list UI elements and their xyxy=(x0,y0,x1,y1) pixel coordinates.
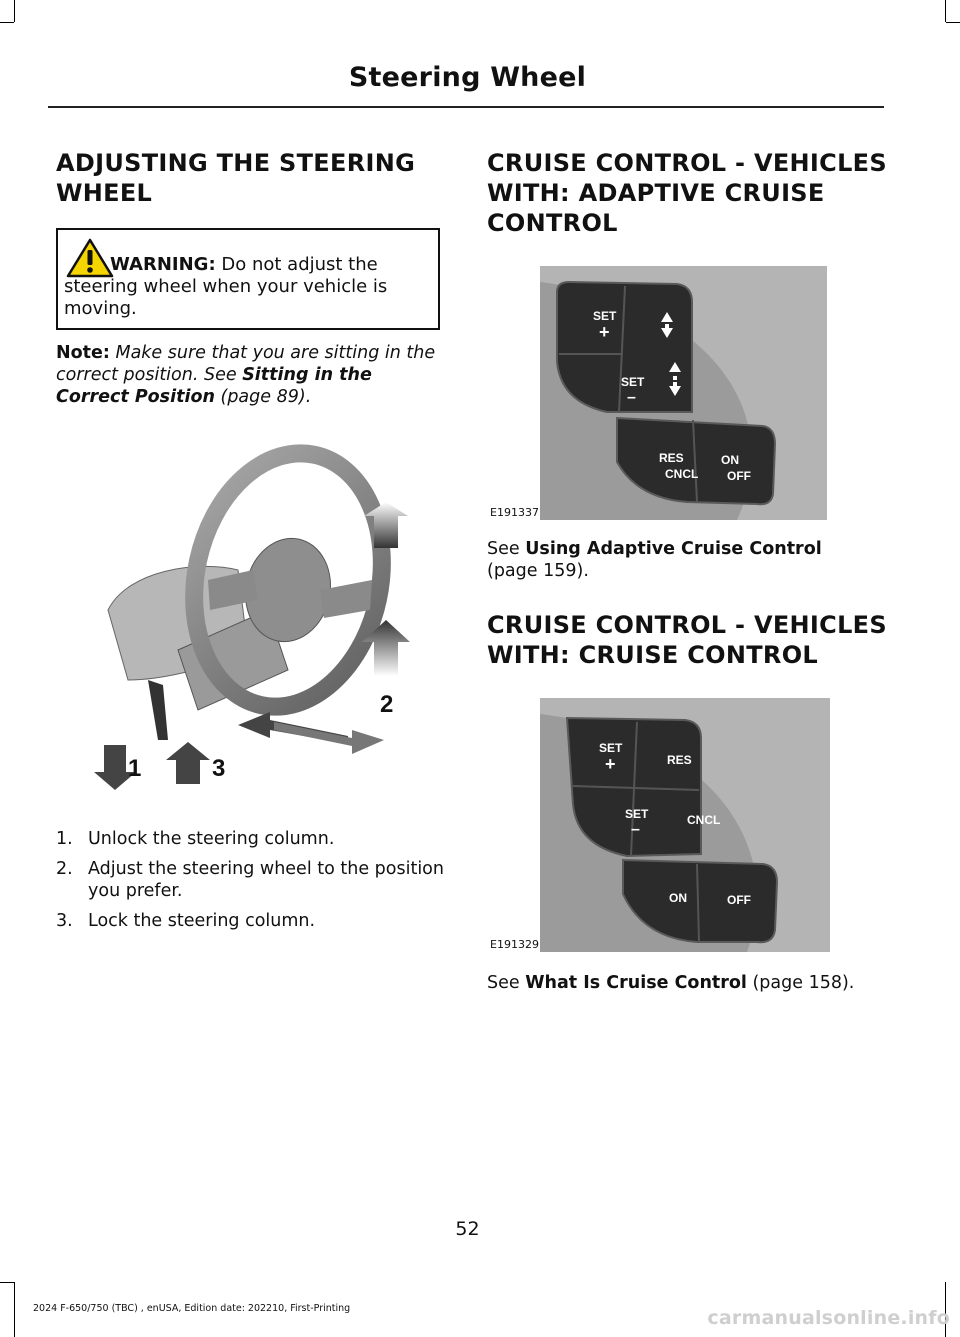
adaptive-cruise-switch-image xyxy=(487,262,832,524)
lock-arrow xyxy=(166,742,210,784)
footer-text: 2024 F-650/750 (TBC) , enUSA, Edition date: 202210, First-Printing xyxy=(33,1303,351,1314)
off-label: OFF xyxy=(727,893,751,907)
section-heading-cruise xyxy=(487,610,907,670)
crop-mark-top-left-h xyxy=(0,22,14,23)
set-minus-label: SET xyxy=(625,807,649,821)
column-lever xyxy=(148,680,168,740)
warning-body: Do not adjust the steering wheel when your vehicle is moving. xyxy=(64,254,388,319)
off-label: OFF xyxy=(727,469,751,483)
steering-wheel-figure xyxy=(88,440,418,800)
step-text: Lock the steering column. xyxy=(88,911,316,931)
see-prefix: See xyxy=(487,539,526,559)
watermark: carmanualsonline.info xyxy=(707,1307,950,1329)
figure-id: E191329 xyxy=(490,938,539,951)
callout-3: 3 xyxy=(212,755,226,782)
adaptive-cruise-figure xyxy=(487,262,832,524)
section-heading-adaptive-cruise xyxy=(487,148,907,238)
step-number: 3. xyxy=(56,911,73,931)
crop-mark-bottom-left-v xyxy=(14,1282,15,1337)
step-text: Unlock the steering column. xyxy=(88,829,335,849)
header-rule xyxy=(48,106,884,108)
heading-line: WITH: CRUISE CONTROL xyxy=(487,641,819,669)
crop-mark-top-right-v xyxy=(945,0,946,22)
figure-id: E191337 xyxy=(490,506,539,519)
cncl-label: CNCL xyxy=(687,813,721,827)
note-link[interactable]: Sitting in the Correct Position xyxy=(56,365,372,407)
see-suffix: (page 158). xyxy=(746,973,855,993)
cruise-figure xyxy=(487,694,832,956)
cncl-label: CNCL xyxy=(665,467,699,481)
list-item xyxy=(56,828,446,850)
see-suffix: (page 159). xyxy=(487,561,589,581)
heading-line: CONTROL xyxy=(487,209,618,237)
step-text: Adjust the steering wheel to the position you prefer. xyxy=(88,859,444,901)
see-link[interactable]: What Is Cruise Control xyxy=(525,973,747,993)
crop-mark-top-left-v xyxy=(14,0,15,22)
on-label: ON xyxy=(721,453,739,467)
set-plus-sign: + xyxy=(599,322,610,342)
see-reference-adaptive xyxy=(487,538,887,582)
warning-label: WARNING: xyxy=(110,254,216,275)
note-paragraph xyxy=(56,342,448,408)
callout-2: 2 xyxy=(380,691,394,718)
step-number: 1. xyxy=(56,829,73,849)
cruise-switch-image xyxy=(487,694,832,956)
heading-line: ADJUSTING THE STEERING xyxy=(56,149,416,177)
note-text-a: Make sure that you are sitting in the correct position. See xyxy=(56,343,436,385)
res-label: RES xyxy=(659,451,684,465)
section-heading-adjusting xyxy=(56,148,456,208)
heading-line: WHEEL xyxy=(56,179,153,207)
warning-triangle-icon xyxy=(66,238,114,278)
crop-mark-top-right-h xyxy=(946,22,960,23)
note-text-b: (page 89). xyxy=(214,387,312,407)
page-number: 52 xyxy=(455,1218,480,1240)
crop-mark-bottom-left-h xyxy=(0,1282,14,1283)
see-prefix: See xyxy=(487,973,526,993)
step-number: 2. xyxy=(56,859,73,879)
see-reference-cruise xyxy=(487,972,907,994)
heading-line: CRUISE CONTROL - VEHICLES xyxy=(487,149,887,177)
set-plus-label: SET xyxy=(599,741,623,755)
note-label: Note: xyxy=(56,343,110,363)
set-plus-label: SET xyxy=(593,309,617,323)
set-plus-sign: + xyxy=(605,754,616,774)
set-minus-sign: – xyxy=(631,821,640,838)
res-label: RES xyxy=(667,753,692,767)
on-label: ON xyxy=(669,891,687,905)
telescope-arrow xyxy=(238,712,384,754)
list-item xyxy=(56,858,446,902)
list-item xyxy=(56,910,446,932)
heading-line: WITH: ADAPTIVE CRUISE xyxy=(487,179,825,207)
heading-line: CRUISE CONTROL - VEHICLES xyxy=(487,611,887,639)
warning-text xyxy=(58,230,438,320)
steps-list xyxy=(56,828,446,940)
page-header-title: Steering Wheel xyxy=(348,62,587,93)
warning-box xyxy=(56,228,440,330)
set-minus-sign: – xyxy=(627,389,636,406)
callout-1: 1 xyxy=(128,755,142,782)
see-link[interactable]: Using Adaptive Cruise Control xyxy=(525,539,822,559)
set-minus-label: SET xyxy=(621,375,645,389)
